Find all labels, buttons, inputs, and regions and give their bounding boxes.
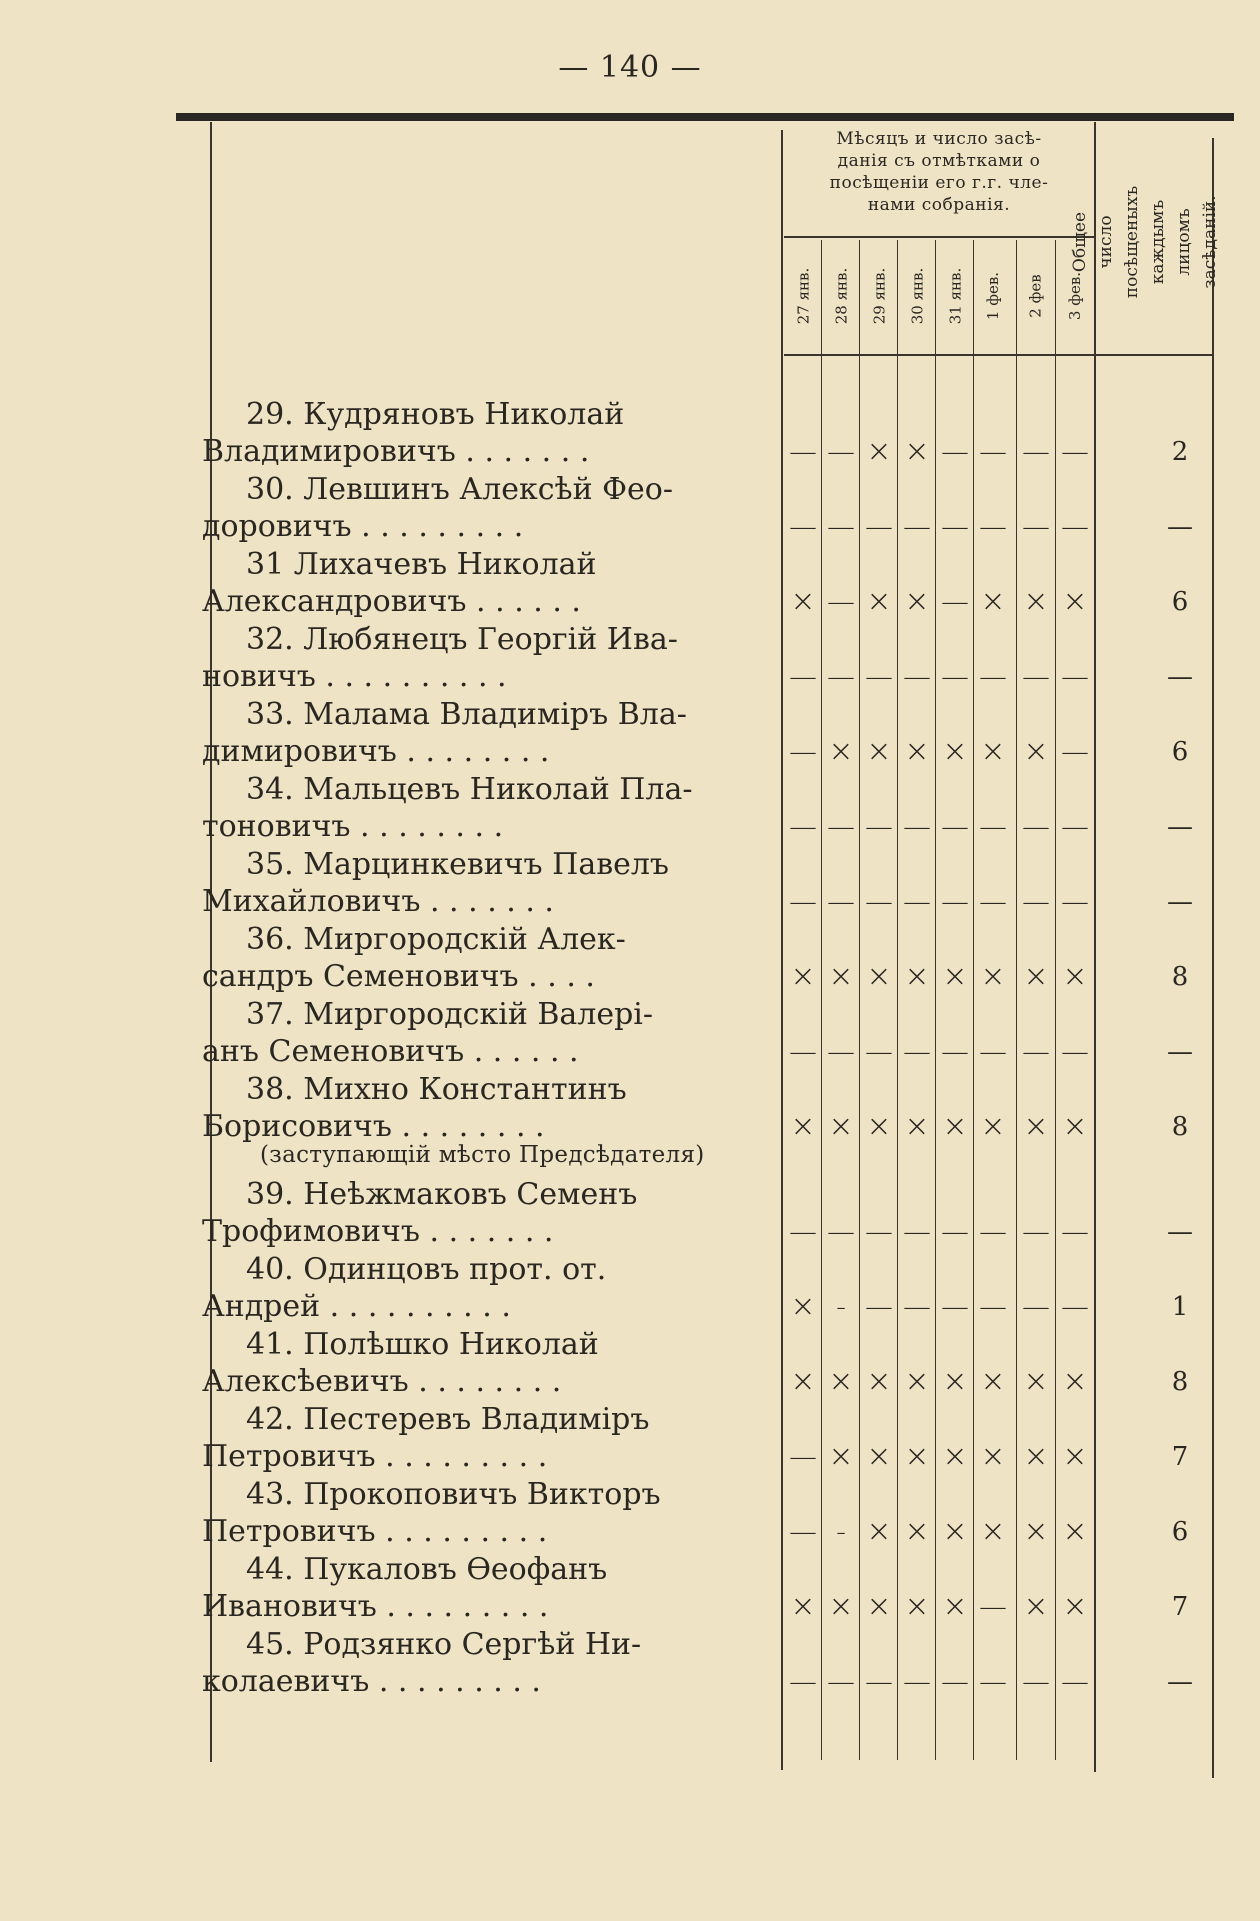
entry-name-continuation: Алексѣевичъ . . . . . . . . [202, 1364, 562, 1399]
attendance-mark-present: × [1062, 1109, 1088, 1144]
entry-name-line: 30. Левшинъ Алексѣй Фео- [246, 472, 673, 507]
attendance-mark-present: × [1023, 584, 1049, 619]
header-group-underline [784, 236, 1094, 238]
attendance-mark-present: × [942, 1364, 968, 1399]
attendance-mark-absent: — [1022, 885, 1050, 918]
attendance-mark-absent: — [941, 810, 969, 843]
attendance-mark-present: × [866, 959, 892, 994]
date-column-label: 2 фев [1027, 274, 1045, 318]
entry-name-line: 42. Пестеревъ Владиміръ [246, 1402, 650, 1437]
attendance-row [0, 883, 1260, 920]
attendance-mark-present: × [828, 1439, 854, 1474]
attendance-row [0, 1363, 1260, 1400]
attendance-mark-absent: — [979, 1215, 1007, 1248]
attendance-mark-absent: — [827, 810, 855, 843]
attendance-mark-absent: — [1022, 1215, 1050, 1248]
entry-name-line: 35. Марцинкевичъ Павелъ [246, 847, 670, 882]
attendance-mark-absent: — [789, 510, 817, 543]
attendance-mark-present: × [980, 1439, 1006, 1474]
attendance-mark-present: × [942, 734, 968, 769]
attendance-mark-present: × [1023, 1364, 1049, 1399]
attendance-mark-absent: — [1061, 435, 1089, 468]
attendance-mark-absent: — [1022, 1290, 1050, 1323]
attendance-row [0, 583, 1260, 620]
attendance-total: — [1167, 811, 1193, 842]
date-column-label: 1 фев. [984, 271, 1002, 321]
top-rule [176, 113, 1234, 121]
attendance-mark-absent: — [979, 1035, 1007, 1068]
attendance-mark-present: × [828, 1109, 854, 1144]
entry-name-line: 43. Прокоповичъ Викторъ [246, 1477, 661, 1512]
attendance-mark-present: × [866, 1514, 892, 1549]
attendance-row [0, 1108, 1260, 1145]
attendance-mark-absent: — [1022, 810, 1050, 843]
attendance-mark-present: × [942, 959, 968, 994]
attendance-mark-absent: — [827, 660, 855, 693]
attendance-total: 6 [1171, 586, 1189, 617]
attendance-row [0, 1438, 1260, 1475]
attendance-mark-present: × [828, 1589, 854, 1624]
attendance-row [0, 958, 1260, 995]
attendance-mark-absent: — [827, 885, 855, 918]
attendance-mark-absent: — [979, 810, 1007, 843]
attendance-mark-absent: — [1061, 885, 1089, 918]
attendance-mark-present: × [1023, 959, 1049, 994]
attendance-mark-present: × [828, 1364, 854, 1399]
attendance-mark-absent: — [827, 1665, 855, 1698]
attendance-row [0, 733, 1260, 770]
attendance-total: — [1167, 661, 1193, 692]
attendance-mark-absent: — [1022, 1035, 1050, 1068]
attendance-mark-present: × [980, 584, 1006, 619]
attendance-mark-present: × [904, 959, 930, 994]
attendance-mark-absent: — [865, 1035, 893, 1068]
attendance-mark-absent: — [1061, 510, 1089, 543]
attendance-mark-absent: — [941, 585, 969, 618]
attendance-mark-present: × [866, 1364, 892, 1399]
attendance-total: — [1167, 1036, 1193, 1067]
attendance-mark-present: × [942, 1514, 968, 1549]
attendance-mark-absent: — [941, 1215, 969, 1248]
attendance-mark-absent: — [1022, 1665, 1050, 1698]
attendance-total: 6 [1171, 736, 1189, 767]
attendance-mark-present: × [1062, 959, 1088, 994]
date-column-header [784, 242, 822, 350]
attendance-mark-absent: — [903, 660, 931, 693]
attendance-mark-absent: — [1061, 810, 1089, 843]
attendance-mark-absent: — [789, 1035, 817, 1068]
attendance-mark-absent: — [789, 660, 817, 693]
attendance-mark-present: × [866, 734, 892, 769]
attendance-mark-present: × [980, 1364, 1006, 1399]
entry-name-line: 37. Миргородскій Валері- [246, 997, 654, 1032]
attendance-mark-present: × [980, 1514, 1006, 1549]
attendance-mark-absent: — [941, 885, 969, 918]
attendance-total: — [1167, 511, 1193, 542]
entry-name-line: 44. Пукаловъ Өеофанъ [246, 1552, 608, 1587]
entry-name-line: 45. Родзянко Сергѣй Ни- [246, 1627, 642, 1662]
attendance-mark-absent: — [1061, 1215, 1089, 1248]
date-column-header [974, 242, 1012, 350]
attendance-row [0, 658, 1260, 695]
header-group-line: посѣщеніи его г.г. чле- [829, 173, 1049, 193]
attendance-mark-present: × [904, 1589, 930, 1624]
attendance-mark-absent: — [903, 510, 931, 543]
attendance-mark-absent: — [941, 1035, 969, 1068]
attendance-mark-present: × [790, 1289, 816, 1324]
attendance-mark-absent: — [1061, 735, 1089, 768]
attendance-mark-absent: — [903, 1215, 931, 1248]
attendance-total: 7 [1171, 1441, 1189, 1472]
attendance-mark-present: × [1062, 1514, 1088, 1549]
attendance-mark-present: × [904, 1364, 930, 1399]
attendance-total: 8 [1171, 1111, 1189, 1142]
attendance-mark-present: × [866, 584, 892, 619]
attendance-total: 1 [1171, 1291, 1189, 1322]
attendance-mark-absent: — [865, 1665, 893, 1698]
attendance-mark-present: × [1023, 1589, 1049, 1624]
attendance-row [0, 808, 1260, 845]
attendance-mark-absent: — [865, 510, 893, 543]
entry-38-note: (заступающій мѣсто Предсѣдателя) [260, 1142, 705, 1168]
entry-name-continuation: Александровичъ . . . . . . [202, 584, 581, 619]
attendance-mark-absent: — [789, 1440, 817, 1473]
attendance-mark-present: × [942, 1439, 968, 1474]
entry-name-line: 33. Малама Владиміръ Вла- [246, 697, 687, 732]
attendance-mark-present: × [904, 584, 930, 619]
attendance-mark-present: × [1023, 1439, 1049, 1474]
attendance-mark-present: × [942, 1109, 968, 1144]
attendance-mark-present: × [790, 1364, 816, 1399]
attendance-mark-present: × [1062, 1364, 1088, 1399]
attendance-mark-absent: — [827, 1035, 855, 1068]
date-column-header [822, 242, 860, 350]
attendance-mark-present: × [904, 1439, 930, 1474]
attendance-mark-absent: — [1061, 660, 1089, 693]
header-group-line: нами собранія. [867, 195, 1011, 215]
attendance-mark-present: × [942, 1589, 968, 1624]
entry-name-continuation: Петровичъ . . . . . . . . . [202, 1514, 548, 1549]
entry-name-line: 29. Кудряновъ Николай [246, 397, 625, 432]
attendance-mark-absent: — [1022, 510, 1050, 543]
attendance-row [0, 1288, 1260, 1325]
entry-name-continuation: Борисовичъ . . . . . . . . [202, 1109, 545, 1144]
attendance-mark-absent: — [903, 810, 931, 843]
attendance-mark-absent: — [1022, 435, 1050, 468]
attendance-mark-absent: — [865, 660, 893, 693]
attendance-row [0, 1513, 1260, 1550]
attendance-mark-absent: — [827, 435, 855, 468]
attendance-mark-present: × [1062, 1589, 1088, 1624]
attendance-mark-absent: — [827, 585, 855, 618]
attendance-mark-absent: — [789, 1215, 817, 1248]
entry-name-line: 31 Лихачевъ Николай [246, 547, 597, 582]
attendance-mark-absent: — [789, 435, 817, 468]
entry-name-continuation: Владимировичъ . . . . . . . [202, 434, 590, 469]
attendance-mark-present: × [790, 1109, 816, 1144]
attendance-mark-absent: — [865, 810, 893, 843]
attendance-mark-present: × [1023, 1109, 1049, 1144]
attendance-mark-absent: — [941, 435, 969, 468]
attendance-mark-present: × [866, 434, 892, 469]
attendance-mark-absent: — [789, 735, 817, 768]
attendance-mark-absent: — [865, 1290, 893, 1323]
date-column-label: 29 янв. [870, 267, 888, 325]
entry-name-line: 32. Любянецъ Георгій Ива- [246, 622, 678, 657]
entry-name-continuation: колаевичъ . . . . . . . . . [202, 1664, 541, 1699]
attendance-row [0, 1033, 1260, 1070]
attendance-mark-absent: — [941, 510, 969, 543]
attendance-mark-absent: — [789, 1665, 817, 1698]
attendance-mark-present: × [828, 734, 854, 769]
attendance-mark-present: × [790, 959, 816, 994]
attendance-row [0, 1588, 1260, 1625]
attendance-mark-present: × [1062, 1439, 1088, 1474]
attendance-mark-absent: — [941, 1665, 969, 1698]
entry-name-line: 34. Мальцевъ Николай Пла- [246, 772, 693, 807]
attendance-mark-present: × [828, 959, 854, 994]
entry-name-line: 41. Полѣшко Николай [246, 1327, 599, 1362]
date-column-header [860, 242, 898, 350]
entry-name-continuation: анъ Семеновичъ . . . . . . [202, 1034, 579, 1069]
entry-name-line: 38. Михно Константинъ [246, 1072, 627, 1107]
attendance-mark-present: × [980, 734, 1006, 769]
attendance-mark-present: × [1062, 584, 1088, 619]
attendance-mark-absent: — [827, 1215, 855, 1248]
attendance-mark-absent: — [979, 1665, 1007, 1698]
attendance-mark-absent: — [979, 885, 1007, 918]
attendance-row [0, 433, 1260, 470]
entry-name-continuation: Михайловичъ . . . . . . . [202, 884, 554, 919]
attendance-mark-absent: — [789, 810, 817, 843]
header-group-line: Мѣсяцъ и число засѣ- [836, 129, 1042, 149]
attendance-mark-present: × [790, 1589, 816, 1624]
entry-name-continuation: Трофимовичъ . . . . . . . [202, 1214, 554, 1249]
entry-name-continuation: сандръ Семеновичъ . . . . [202, 959, 595, 994]
attendance-mark-absent: — [979, 1290, 1007, 1323]
attendance-mark-absent: — [979, 510, 1007, 543]
attendance-total: — [1167, 1666, 1193, 1697]
attendance-mark-present: × [1023, 734, 1049, 769]
entry-name-continuation: доровичъ . . . . . . . . . [202, 509, 524, 544]
page-number: — 140 — [558, 50, 702, 85]
entry-name-continuation: Петровичъ . . . . . . . . . [202, 1439, 548, 1474]
attendance-mark-absent: — [941, 1290, 969, 1323]
date-column-label: 28 янв. [832, 267, 850, 325]
entry-name-continuation: новичъ . . . . . . . . . . [202, 659, 507, 694]
attendance-mark-absent: — [979, 660, 1007, 693]
attendance-mark-present: × [866, 1439, 892, 1474]
attendance-total: 6 [1171, 1516, 1189, 1547]
header-group-line: данія съ отмѣтками о [837, 151, 1041, 171]
attendance-total: — [1167, 886, 1193, 917]
attendance-mark-absent: — [865, 1215, 893, 1248]
entry-name-continuation: тоновичъ . . . . . . . . [202, 809, 504, 844]
date-column-label: 30 янв. [908, 267, 926, 325]
attendance-mark-absent: — [903, 885, 931, 918]
attendance-mark-absent: — [903, 1290, 931, 1323]
attendance-mark-absent: — [979, 435, 1007, 468]
attendance-mark-present: × [980, 1109, 1006, 1144]
attendance-mark-absent: - [835, 1290, 847, 1323]
attendance-mark-absent: — [1061, 1035, 1089, 1068]
attendance-mark-present: × [790, 584, 816, 619]
attendance-mark-absent: — [827, 510, 855, 543]
attendance-mark-present: × [866, 1109, 892, 1144]
attendance-total: 2 [1171, 436, 1189, 467]
attendance-mark-absent: - [835, 1515, 847, 1548]
attendance-total: 8 [1171, 1366, 1189, 1397]
entry-name-line: 36. Миргородскій Алек- [246, 922, 626, 957]
entry-name-continuation: Андрей . . . . . . . . . . [202, 1289, 511, 1324]
header-group-title [784, 128, 1094, 216]
attendance-mark-present: × [904, 434, 930, 469]
attendance-total: — [1167, 1216, 1193, 1247]
entry-name-line: 40. Одинцовъ прот. от. [246, 1252, 607, 1287]
attendance-mark-absent: — [903, 1665, 931, 1698]
attendance-mark-present: × [904, 734, 930, 769]
date-column-header [936, 242, 974, 350]
attendance-mark-absent: — [941, 660, 969, 693]
attendance-row [0, 1213, 1260, 1250]
attendance-mark-absent: — [789, 1515, 817, 1548]
attendance-mark-present: × [1023, 1514, 1049, 1549]
attendance-mark-present: × [866, 1589, 892, 1624]
date-column-header [1017, 242, 1055, 350]
attendance-mark-absent: — [1061, 1290, 1089, 1323]
attendance-mark-present: × [904, 1109, 930, 1144]
attendance-mark-present: × [904, 1514, 930, 1549]
attendance-mark-absent: — [789, 885, 817, 918]
attendance-mark-absent: — [1061, 1665, 1089, 1698]
total-header-label: Общее число посѣщеныхъ каждымъ лицомъ засѣданій. [1070, 185, 1220, 299]
attendance-mark-absent: — [979, 1590, 1007, 1623]
entry-name-continuation: Ивановичъ . . . . . . . . . [202, 1589, 549, 1624]
entry-name-continuation: димировичъ . . . . . . . . [202, 734, 550, 769]
date-column-label: 31 янв. [946, 267, 964, 325]
attendance-total: 8 [1171, 961, 1189, 992]
attendance-row [0, 1663, 1260, 1700]
attendance-row [0, 508, 1260, 545]
attendance-mark-absent: — [865, 885, 893, 918]
date-column-label: 3 фев. [1066, 271, 1084, 321]
attendance-mark-absent: — [1022, 660, 1050, 693]
attendance-mark-present: × [980, 959, 1006, 994]
date-column-header [898, 242, 936, 350]
attendance-total: 7 [1171, 1591, 1189, 1622]
date-column-label: 27 янв. [794, 267, 812, 325]
attendance-mark-absent: — [903, 1035, 931, 1068]
entry-name-line: 39. Неѣжмаковъ Семенъ [246, 1177, 638, 1212]
